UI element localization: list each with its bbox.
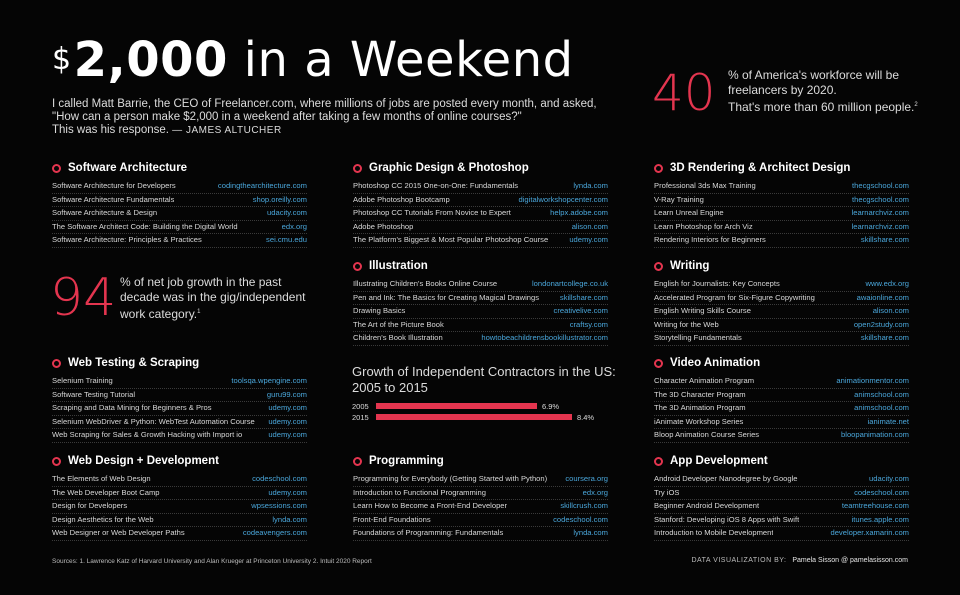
section-heading (52, 453, 307, 469)
chart-bar (376, 403, 537, 409)
course-row (353, 500, 608, 514)
course-row (52, 416, 307, 430)
section-heading (353, 258, 608, 274)
course-row (654, 180, 909, 194)
course-site-link[interactable]: edx.org (582, 487, 608, 497)
course-row (353, 487, 608, 501)
course-site-link[interactable]: helpx.adobe.com (550, 208, 608, 218)
chart-value-label: 6.9% (542, 402, 560, 411)
chart-value-label: 8.4% (577, 413, 595, 422)
section-illustration (353, 258, 608, 346)
course-row (353, 221, 608, 235)
intro-line-text: This was his response. (52, 124, 169, 136)
bullet-icon (353, 262, 362, 271)
intro-line (52, 124, 612, 137)
course-name: iAnimate Workshop Series (654, 416, 744, 426)
section-programming (353, 453, 608, 541)
course-name: Selenium WebDriver & Python: WebTest Automation Course (52, 416, 255, 426)
course-row (353, 180, 608, 194)
course-name: Learn How to Become a Front-End Developer (353, 501, 508, 511)
course-name: Introduction to Mobile Development (654, 528, 774, 538)
title-rest: in a Weekend (227, 32, 574, 88)
course-site-link[interactable]: wpsessions.com (251, 501, 307, 511)
course-site-link[interactable]: udacity.com (869, 474, 909, 483)
course-name: Software Architecture Fundamentals (52, 194, 175, 204)
course-site-link[interactable]: thecgschool.com (852, 181, 909, 190)
stat-workforce-number: 40 (652, 64, 716, 122)
chart-bar (376, 414, 572, 420)
course-name: Pen and Ink: The Basics for Creating Magical Drawings (353, 292, 539, 302)
course-row (353, 319, 608, 333)
course-site-link[interactable]: edx.org (281, 221, 307, 231)
course-name: Beginner Android Development (654, 501, 760, 511)
course-site-link[interactable]: codeschool.com (854, 487, 909, 497)
course-row (52, 487, 307, 501)
stat-workforce-line-text: That's more than 60 million people. (728, 100, 915, 114)
course-name: The Art of the Picture Book (353, 319, 444, 329)
course-name: Learn Photoshop for Arch Viz (654, 221, 753, 231)
section-3d-rendering (654, 160, 909, 248)
course-row (353, 207, 608, 221)
title-dollar: $ (52, 42, 72, 77)
course-row (353, 473, 608, 487)
course-site-link[interactable]: shop.oreilly.com (252, 194, 307, 204)
section-heading (654, 355, 909, 371)
bullet-icon (353, 164, 362, 173)
course-site-link[interactable]: www.edx.org (865, 279, 909, 288)
stat-growth-line: % of net job growth in the past (120, 275, 282, 289)
section-title: Web Testing & Scraping (68, 357, 200, 369)
stat-workforce-text (728, 68, 928, 115)
course-site-link[interactable]: codeschool.com (252, 474, 307, 483)
section-title: Programming (369, 455, 444, 467)
section-title: Writing (670, 260, 710, 272)
title-amount: 2,000 (73, 32, 228, 88)
course-row (654, 319, 909, 333)
course-row (654, 429, 909, 443)
section-web-testing (52, 355, 307, 443)
course-site-link[interactable]: learnarchviz.com (851, 208, 909, 218)
chart-category-label: 2005 (352, 402, 369, 411)
section-heading (654, 453, 909, 469)
course-row (52, 500, 307, 514)
course-row (654, 416, 909, 430)
section-heading (353, 453, 608, 469)
course-row (654, 514, 909, 528)
course-row (52, 180, 307, 194)
course-site-link[interactable]: thecgschool.com (852, 194, 909, 204)
course-name: Software Architecture & Design (52, 208, 158, 218)
course-row (52, 429, 307, 443)
course-site-link[interactable]: digitalworkshopcenter.com (518, 194, 608, 204)
bullet-icon (353, 457, 362, 466)
course-site-link[interactable]: skillshare.com (559, 292, 608, 302)
course-row (52, 527, 307, 541)
stat-workforce-line: % of America's workforce will be (728, 68, 900, 82)
course-row (654, 332, 909, 346)
course-row (52, 194, 307, 208)
course-row (52, 389, 307, 403)
course-name: English Writing Skills Course (654, 306, 751, 316)
course-row (654, 221, 909, 235)
course-site-link[interactable]: howtobeachildrensbookillustrator.com (481, 333, 608, 343)
course-name: Bloop Animation Course Series (654, 430, 760, 440)
course-site-link[interactable]: udemy.com (569, 235, 608, 245)
course-name: Front-End Foundations (353, 514, 431, 524)
course-site-link[interactable]: developer.xamarin.com (830, 528, 909, 538)
stat-growth-line-text: work category. (120, 307, 198, 321)
course-name: The Software Architect Code: Building the Digital World (52, 221, 238, 231)
course-row (353, 527, 608, 541)
bullet-icon (654, 457, 663, 466)
course-name: The 3D Animation Program (654, 403, 746, 413)
course-name: Learn Unreal Engine (654, 208, 724, 218)
course-name: Foundations of Programming: Fundamentals (353, 528, 504, 538)
intro-line: "How can a person make $2,000 in a weekend after taking a few months of online courses?" (52, 111, 522, 123)
chart-category-label: 2015 (352, 413, 369, 422)
course-site-link[interactable]: awaionline.com (856, 292, 909, 302)
credit-name: Pamela Sisson @ pamelasisson.com (792, 557, 908, 564)
course-site-link[interactable]: bloopanimation.com (841, 430, 909, 440)
course-name: Scraping and Data Mining for Beginners & Pros (52, 403, 212, 413)
bullet-icon (52, 164, 61, 173)
chart-title-line: 2005 to 2015 (352, 380, 428, 395)
course-site-link[interactable]: teamtreehouse.com (841, 501, 909, 511)
course-name: Software Architecture for Developers (52, 181, 176, 190)
course-name: Design Aesthetics for the Web (52, 514, 154, 524)
course-site-link[interactable]: udemy.com (268, 403, 307, 413)
course-site-link[interactable]: craftsy.com (569, 319, 608, 329)
course-row (52, 473, 307, 487)
course-site-link[interactable]: skillcrush.com (560, 501, 608, 511)
course-name: The Elements of Web Design (52, 474, 151, 483)
course-name: Children's Book Illustration (353, 333, 443, 343)
course-row (654, 487, 909, 501)
stat-workforce-line (728, 98, 928, 115)
intro-author: — JAMES ALTUCHER (172, 125, 282, 136)
course-site-link[interactable]: londonartcollege.co.uk (532, 279, 608, 288)
course-name: Selenium Training (52, 376, 113, 385)
course-row (353, 514, 608, 528)
bullet-icon (52, 359, 61, 368)
course-row (353, 292, 608, 306)
course-name: Design for Developers (52, 501, 128, 511)
course-site-link[interactable]: open2study.com (853, 319, 909, 329)
course-row (353, 278, 608, 292)
section-video-animation (654, 355, 909, 443)
course-row (353, 305, 608, 319)
course-row (654, 402, 909, 416)
sources-footnote: Sources: 1. Lawrence Katz of Harvard University and Alan Krueger at Princeton University 2. Intuit 2020 Report (52, 558, 372, 565)
course-name: The Web Developer Boot Camp (52, 487, 160, 497)
course-row (52, 402, 307, 416)
section-title: Video Animation (670, 357, 761, 369)
credit (691, 557, 908, 564)
footnote-marker: 1 (197, 309, 201, 315)
course-name: The Platform's Biggest & Most Popular Photoshop Course (353, 235, 549, 245)
section-web-design (52, 453, 307, 541)
course-row (654, 389, 909, 403)
course-site-link[interactable]: lynda.com (573, 181, 608, 190)
section-title: Illustration (369, 260, 428, 272)
course-name: Photoshop CC 2015 One-on-One: Fundamentals (353, 181, 519, 190)
course-row (52, 375, 307, 389)
course-row (654, 473, 909, 487)
credit-label: DATA VISUALIZATION BY: (691, 557, 787, 564)
bullet-icon (52, 457, 61, 466)
course-row (353, 194, 608, 208)
course-name: Illustrating Children's Books Online Course (353, 279, 498, 288)
course-site-link[interactable]: animschool.com (854, 403, 909, 413)
course-site-link[interactable]: guru99.com (266, 389, 307, 399)
course-row (353, 234, 608, 248)
page-title (52, 32, 574, 88)
intro-line: I called Matt Barrie, the CEO of Freelancer.com, where millions of jobs are posted every month, and asked, (52, 98, 597, 110)
course-row (654, 375, 909, 389)
course-name: Adobe Photoshop (353, 221, 414, 231)
course-site-link[interactable]: udemy.com (268, 487, 307, 497)
stat-growth-line (120, 305, 320, 322)
chart-title-line: Growth of Independent Contractors in the US: (352, 364, 616, 379)
course-row (654, 234, 909, 248)
course-site-link[interactable]: codeschool.com (553, 514, 608, 524)
contractor-growth-chart (352, 400, 612, 426)
footnote-marker: 2 (914, 102, 918, 108)
section-title: App Development (670, 455, 768, 467)
course-row (654, 527, 909, 541)
course-row (52, 221, 307, 235)
section-heading (52, 355, 307, 371)
course-site-link[interactable]: skillshare.com (860, 235, 909, 245)
course-site-link[interactable]: ianimate.net (867, 416, 909, 426)
course-name: Web Scraping for Sales & Growth Hacking with Import io (52, 430, 243, 440)
course-site-link[interactable]: sei.cmu.edu (266, 235, 307, 245)
stat-growth-line: decade was in the gig/independent (120, 290, 306, 304)
stat-growth-number: 94 (50, 268, 117, 328)
course-site-link[interactable]: lynda.com (573, 528, 608, 538)
course-site-link[interactable]: codeavengers.com (242, 528, 307, 538)
course-row (353, 332, 608, 346)
course-site-link[interactable]: learnarchviz.com (851, 221, 909, 231)
course-site-link[interactable]: udemy.com (268, 416, 307, 426)
course-name: The 3D Character Program (654, 389, 746, 399)
course-name: Adobe Photoshop Bootcamp (353, 194, 450, 204)
course-site-link[interactable]: alison.com (872, 306, 909, 316)
section-heading (52, 160, 307, 176)
section-title: 3D Rendering & Architect Design (670, 162, 851, 174)
course-site-link[interactable]: udacity.com (267, 208, 307, 218)
course-name: English for Journalists: Key Concepts (654, 279, 780, 288)
course-name: Stanford: Developing iOS 8 Apps with Swift (654, 514, 800, 524)
section-heading (654, 160, 909, 176)
course-site-link[interactable]: animschool.com (854, 389, 909, 399)
course-name: Web Designer or Web Developer Paths (52, 528, 185, 538)
section-title: Web Design + Development (68, 455, 219, 467)
course-row (52, 207, 307, 221)
course-name: Character Animation Program (654, 376, 755, 385)
course-row (52, 234, 307, 248)
intro-text (52, 98, 612, 137)
course-name: Introduction to Functional Programming (353, 487, 486, 497)
stat-growth-text (120, 275, 320, 322)
course-name: Drawing Basics (353, 306, 406, 316)
course-row (654, 278, 909, 292)
section-graphic-design (353, 160, 608, 248)
course-row (654, 207, 909, 221)
course-site-link[interactable]: skillshare.com (860, 333, 909, 343)
course-name: Storytelling Fundamentals (654, 333, 742, 343)
course-name: Photoshop CC Tutorials From Novice to Expert (353, 208, 511, 218)
course-site-link[interactable]: coursera.org (565, 474, 608, 483)
section-title: Graphic Design & Photoshop (369, 162, 529, 174)
course-row (52, 514, 307, 528)
course-name: Software Architecture: Principles & Practices (52, 235, 202, 245)
course-name: Try iOS (654, 487, 680, 497)
course-name: Android Developer Nanodegree by Google (654, 474, 798, 483)
course-name: Software Testing Tutorial (52, 389, 136, 399)
course-name: Rendering Interiors for Beginners (654, 235, 766, 245)
course-site-link[interactable]: itunes.apple.com (851, 514, 909, 524)
course-row (654, 500, 909, 514)
course-row (654, 194, 909, 208)
course-site-link[interactable]: animationmentor.com (836, 376, 909, 385)
stat-workforce-line: freelancers by 2020. (728, 83, 837, 97)
bullet-icon (654, 359, 663, 368)
course-site-link[interactable]: alison.com (571, 221, 608, 231)
course-name: Programming for Everybody (Getting Started with Python) (353, 474, 548, 483)
section-title: Software Architecture (68, 162, 188, 174)
bullet-icon (654, 262, 663, 271)
course-site-link[interactable]: udemy.com (268, 430, 307, 440)
course-name: Accelerated Program for Six-Figure Copywriting (654, 292, 815, 302)
chart-title (352, 364, 616, 396)
course-name: Professional 3ds Max Training (654, 181, 756, 190)
section-heading (353, 160, 608, 176)
course-name: V-Ray Training (654, 194, 704, 204)
section-app-development (654, 453, 909, 541)
section-heading (654, 258, 909, 274)
section-writing (654, 258, 909, 346)
course-site-link[interactable]: codingthearchitecture.com (217, 181, 307, 190)
bullet-icon (654, 164, 663, 173)
section-software-architecture (52, 160, 307, 248)
course-row (654, 292, 909, 306)
course-row (654, 305, 909, 319)
course-name: Writing for the Web (654, 319, 719, 329)
course-site-link[interactable]: lynda.com (272, 514, 307, 524)
course-site-link[interactable]: toolsqa.wpengine.com (231, 376, 307, 385)
course-site-link[interactable]: creativelive.com (553, 306, 608, 316)
